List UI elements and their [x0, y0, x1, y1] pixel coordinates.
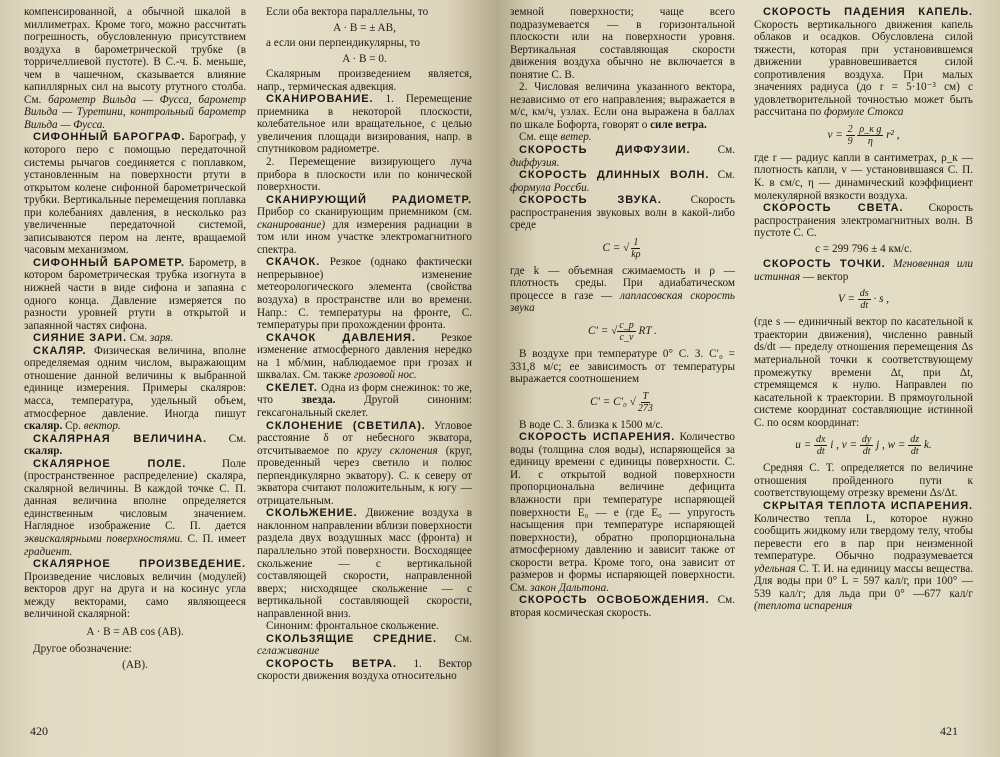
- entry-siphon-barograph: СИФОННЫЙ БАРОГРАФ. Барограф, у которого перо с помощью передаточной системы рычагов соединяется с поплавком, установленным на поверхности ртути в открытом колене сифонной барометрической трубки. Вертикальные перемещения поплавка при колебаниях давления, в несколько раз увеличенные передаточной системой, записываются пером на ленте, вращаемой часовым механизмом.: [24, 131, 246, 257]
- fraction: $\frac{T}{273}$: [637, 390, 653, 414]
- entry-pressure-jump: СКАЧОК ДАВЛЕНИЯ. Резкое изменение атмосферного давления нередко на 1 мб/мин, наблюдаемое при грозах и шквалах. См. также грозовой нос.: [257, 331, 472, 382]
- headword: СКАНИРУЮЩИЙ РАДИОМЕТР.: [266, 193, 472, 206]
- sqrt-symbol: √: [611, 325, 618, 338]
- headword: СКОРОСТЬ ТОЧКИ.: [763, 258, 886, 271]
- entry-scanning-2: 2. Перемещение визирующего луча прибора в плоскости или по конической поверхности.: [257, 156, 472, 194]
- headword: СКОРОСТЬ ОСВОБОЖДЕНИЯ.: [519, 594, 710, 607]
- entry-scalar: СКАЛЯР. Физическая величина, вполне определяемая одним числом, выражающим отношение данной величины к выбранной единице измерения. Примеры скаляров: масса, температура, удельный объем, атмосферное давление. Иногда пишут скаляр. Ср. вектор.: [24, 344, 246, 433]
- entry-aurora: СИЯНИЕ ЗАРИ. См. заря.: [33, 332, 174, 345]
- entry-skeleton: СКЕЛЕТ. Одна из форм снежинок: то же, что звезда. Другой синоним: гексагональный скелет.: [257, 381, 472, 419]
- fraction: $\frac{dz}{dt}$: [910, 434, 920, 458]
- fraction: $\frac{1}{k\rho}$: [631, 236, 641, 260]
- entry-sliding-means: СКОЛЬЗЯЩИЕ СРЕДНИЕ. См. сглаживание: [257, 632, 472, 658]
- entry-long-waves-speed: СКОРОСТЬ ДЛИННЫХ ВОЛН. См. формула Россби.: [510, 169, 735, 194]
- entry-evaporation-rate: СКОРОСТЬ ИСПАРЕНИЯ. Количество воды (толщина слоя воды), испаряющейся за единицу времени с единицы поверхности. С. И. с открытой водной поверхности пропорциональна величине дефицита влажности при температуре испаряющей поверхности E₀ — e (где E₀ — упругость насыщения при температуре испаряющей поверхности), обратно пропорциональна атмосферному давлению и зависит также от скорости ветра. Кроме того, она зависит от размеров и формы испаряющей поверхности. См. закон Дальтона.: [510, 431, 735, 594]
- cross-reference: кругу склонения: [356, 444, 438, 457]
- cross-reference: формула Россби.: [510, 181, 590, 194]
- cross-reference: диффузия.: [510, 156, 560, 169]
- entry-barograph-continuation: компенсированной, а обычной шкалой в миллиметрах. Кроме того, можно рассчитать погрешность, обусловленную присутствием воздуха в барометрической трубке (в торричеллиевой пустоте). В С.-ч. Б. меньше, чем в чашечном, сказывается влияние капиллярных сил на высоту ртутного столба. См. барометр Вильда — Фусса, барометр Вильда — Туретини, контрольный барометр Вильда — Фусса.: [24, 6, 246, 131]
- entry-scanning: СКАНИРОВАНИЕ. 1. Перемещение приемника в некоторой плоскости, колебательное или вращательное, с целью увеличения площади визирования, напр. в спутниковом радиометре.: [257, 93, 472, 156]
- cross-reference: ветер.: [560, 131, 592, 144]
- formula-light-speed: c = 299 796 ± 4 км/с.: [815, 242, 912, 255]
- fraction: $\frac{dy}{dt}$: [861, 434, 872, 458]
- sound-in-air: В воздухе при температуре 0° С. З. C′₀ = 331,8 м/с; ее зависимость от температуры выражается соотношением: [510, 348, 735, 386]
- fraction: $\frac{\text{ρ\_к g}}{\eta}$: [859, 123, 882, 147]
- entry-sliding-synonym: Синоним: фронтальное скольжение.: [266, 620, 439, 633]
- entry-sliding: СКОЛЬЖЕНИЕ. Движение воздуха в наклонном направлении вблизи поверхности раздела двух воздушных масс (фронта) и параллельно этой поверхности. Восходящее скольжение — с вертикальной составляющей скорости, направленной вверх; нисходящее скольжение — с вертикальной составляющей скорости, направленной вниз.: [257, 507, 472, 620]
- cross-reference: скаляр.: [24, 445, 63, 458]
- formula-paren-notation: (AB).: [122, 658, 148, 671]
- formula-perpendicular: A · B = 0.: [342, 52, 387, 65]
- entry-wind-speed-2: 2. Числовая величина указанного вектора, независимо от его направления; выражается в м/с, км/ч, узлах. Если она выражена в баллах по шкале Бофорта, говорят о силе ветра.: [510, 81, 735, 131]
- column-1: [24, 6, 246, 711]
- entry-escape-velocity: СКОРОСТЬ ОСВОБОЖДЕНИЯ. См. вторая космическая скорость.: [510, 594, 735, 619]
- headword: СКОРОСТЬ СВЕТА.: [763, 202, 904, 215]
- cross-reference: удельная: [754, 562, 796, 575]
- entry-scalar-product: СКАЛЯРНОЕ ПРОИЗВЕДЕНИЕ. Произведение числовых величин (модулей) векторов друг на друга и на косинус угла между векторами, само являющееся величиной скалярной:: [24, 558, 246, 621]
- headword: СКЛОНЕНИЕ (СВЕТИЛА).: [266, 419, 426, 432]
- headword: СКЕЛЕТ.: [266, 381, 318, 394]
- entry-jump: СКАЧОК. Резкое (однако фактически непрерывное) изменение метеорологического элемента (свойства воздуха) в пространстве или во времени. Напр.: С. температуры на фронте, С. температуры при прохождении фронта.: [257, 256, 472, 332]
- headword: СКОЛЬЖЕНИЕ.: [266, 507, 358, 520]
- fall-where: где r — радиус капли в сантиметрах, ρ_к — плотность капли, v — установившаяся С. П. К. в см/с, η — динамический коэффициент молекулярной вязкости воздуха.: [754, 151, 973, 202]
- sound-in-water: В воде С. З. близка к 1500 м/с.: [519, 418, 664, 431]
- column-4: [754, 6, 973, 711]
- entry-diffusion-speed: СКОРОСТЬ ДИФФУЗИИ. См. диффузия.: [510, 144, 735, 169]
- sqrt-symbol: √: [623, 241, 630, 254]
- headword: СКАЛЯРНОЕ ПОЛЕ.: [33, 457, 187, 470]
- headword: СИФОННЫЙ БАРОМЕТР.: [33, 256, 185, 269]
- entry-wind-see-also: См. еще ветер.: [519, 131, 592, 144]
- fraction: $\frac{c\_p}{c\_v}$: [619, 320, 634, 344]
- entry-wind-speed-continuation: земной поверхности; чаще всего подразумевается — в горизонтальной плоскости или на поверхности уровня. Вертикальная составляющая скорости движения воздуха обычно не включается в понятие С. В.: [510, 6, 735, 81]
- other-notation: Другое обозначение:: [33, 643, 132, 656]
- formula-velocity-components: u = $\frac{dx}{dt}$ i , v = $\frac{dy}{dt}$ j , w = $\frac{dz}{dt}$ k.: [795, 434, 932, 458]
- formula-laplace-speed: C′ = √ $\frac{c\_p}{c\_v}$ RT .: [588, 320, 657, 344]
- entry-wind-speed: СКОРОСТЬ ВЕТРА. 1. Вектор скорости движения воздуха относительно: [257, 657, 472, 683]
- fraction: $\frac{dx}{dt}$: [816, 434, 826, 458]
- cross-reference: градиент.: [24, 545, 73, 558]
- formula-stokes: v = $\frac{2}{9}$ $\frac{\text{ρ\_к g}}{\eta}$ r² ,: [827, 123, 900, 147]
- cross-reference: закон Дальтона.: [530, 581, 609, 594]
- cross-reference: заря.: [149, 332, 174, 345]
- headword: СКАЧОК.: [266, 256, 321, 269]
- entry-scalar-field: СКАЛЯРНОЕ ПОЛЕ. Поле (пространственное распределение) скаляра, скалярной величины. В каждой точке С. П. данная величина вполне определяется единственным числовым значением. Наглядное изображение С. П. дается эквискалярными поверхностями. С. П. имеет градиент.: [24, 457, 246, 558]
- headword: СИЯНИЕ ЗАРИ.: [33, 332, 127, 345]
- fraction: $\frac{2}{9}$: [847, 123, 853, 147]
- column-2: [257, 6, 472, 711]
- page-number: 421: [940, 724, 958, 738]
- cross-reference: барометр Вильда — Фусса, барометр Вильда — Туретини, контрольный барометр Вильда — Фусса.: [24, 93, 246, 131]
- headword: СКАЛЯР.: [33, 344, 87, 357]
- point-mean-velocity: Средняя С. Т. определяется по величине отношения пройденного пути к соответствующему отрезку времени Δs/Δt.: [754, 462, 973, 500]
- headword: СКАНИРОВАНИЕ.: [266, 93, 374, 106]
- page-number: 420: [30, 724, 48, 738]
- vectors-parallel-text: Если оба вектора параллельны, то: [266, 6, 429, 18]
- right-page: [496, 0, 1000, 757]
- entry-droplet-fall-speed: СКОРОСТЬ ПАДЕНИЯ КАПЕЛЬ. Скорость вертикального движения капель облаков и осадков. Обусловлена силой тяжести, которая при установившемся движении уравновешивается силой сопротивления воздуха. При малых значениях радиуса (до r = 5·10⁻³ см) с удовлетворительной точностью может быть рассчитана по формуле Стокса: [754, 6, 973, 119]
- headword: СКРЫТАЯ ТЕПЛОТА ИСПАРЕНИЯ.: [763, 499, 973, 512]
- headword: СКОРОСТЬ ДЛИННЫХ ВОЛН.: [519, 169, 710, 182]
- entry-siphon-barometer: СИФОННЫЙ БАРОМЕТР. Барометр, в котором барометрическая трубка изогнута в нижней части в виде сифона и запаяна с одного конца. Давление измеряется по разности уровней ртути в открытой и запаянной частях сифона.: [24, 256, 246, 332]
- entry-scanning-radiometer: СКАНИРУЮЩИЙ РАДИОМЕТР. Прибор со сканирующим приемником (см. сканирование) для измерения радиации в том или ином участке электромагнитного спектра.: [257, 193, 472, 256]
- headword: СКАЧОК ДАВЛЕНИЯ.: [266, 331, 416, 344]
- point-where: (где s — единичный вектор по касательной к траектории движения), численно равный ds/dt — пределу отношения перемещения Δs материальной точки к соответствующему промежутку времени Δt, при Δt, стремящемся к нулю. Направлен по касательной к траектории. В прямоугольной системе координат составляющие истинной С. по осям координат:: [754, 316, 973, 429]
- cross-reference: (теплота испарения: [754, 600, 853, 613]
- headword: СКОРОСТЬ ИСПАРЕНИЯ.: [519, 431, 676, 444]
- entry-sound-speed: СКОРОСТЬ ЗВУКА. Скорость распространения звуковых волн в какой-либо среде: [510, 194, 735, 232]
- headword: СКОРОСТЬ ДИФФУЗИИ.: [519, 144, 691, 157]
- cross-reference: формуле Стокса: [824, 106, 904, 119]
- entry-declination: СКЛОНЕНИЕ (СВЕТИЛА). Угловое расстояние δ от небесного экватора, отсчитываемое по кругу склонения (круг, проведенный через светило и полюс перпендикулярно экватору). С. к северу от экватора считают положительным, к югу — отрицательным.: [257, 419, 472, 507]
- fraction: $\frac{ds}{dt}$: [859, 288, 869, 312]
- formula-sound-speed: C = √ $\frac{1}{k\rho}$: [602, 236, 641, 260]
- headword: СКОРОСТЬ ЗВУКА.: [519, 194, 662, 207]
- cross-reference: эквискалярными поверхностями.: [24, 532, 183, 545]
- cross-reference: сглаживание: [257, 645, 320, 658]
- headword: СКАЛЯРНАЯ ВЕЛИЧИНА.: [33, 432, 207, 445]
- headword: СКАЛЯРНОЕ ПРОИЗВЕДЕНИЕ.: [33, 558, 246, 571]
- headword: СКОРОСТЬ ВЕТРА.: [266, 657, 397, 670]
- headword: СИФОННЫЙ БАРОГРАФ.: [33, 131, 186, 144]
- formula-temp-dependence: C′ = C′₀ √ $\frac{T}{273}$: [590, 390, 653, 414]
- entry-light-speed: СКОРОСТЬ СВЕТА. Скорость распространения электромагнитных волн. В пустоте С. С.: [754, 202, 973, 240]
- cross-reference: истинная: [754, 270, 801, 283]
- column-3: [510, 6, 735, 711]
- headword: СКОРОСТЬ ПАДЕНИЯ КАПЕЛЬ.: [763, 6, 973, 18]
- cross-reference: сканирование): [257, 218, 326, 231]
- cross-reference: грозовой нос.: [353, 369, 417, 382]
- formula-parallel: A · B = ± AB,: [333, 21, 396, 34]
- formula-point-velocity: V = $\frac{ds}{dt}$ · s ,: [837, 288, 890, 312]
- headword: СКОЛЬЗЯЩИЕ СРЕДНИЕ.: [266, 632, 437, 645]
- vectors-perp-text: а если они перпендикулярны, то: [266, 37, 421, 50]
- entry-point-velocity: СКОРОСТЬ ТОЧКИ. Мгновенная или истинная — вектор: [754, 258, 973, 283]
- entry-latent-heat: СКРЫТАЯ ТЕПЛОТА ИСПАРЕНИЯ. Количество тепла L, которое нужно сообщить жидкому или твердому телу, чтобы перевести его в пар при неизменной температуре. Обычно подразумевается удельная С. Т. И. на единицу массы вещества. Для воды при 0° L = 597 кал/г, при 100° — 539 кал/г; для льда при 0° —677 кал/г (теплота испарения: [754, 499, 973, 613]
- left-page: [0, 0, 496, 757]
- sound-where: где k — объемная сжимаемость и ρ — плотность среды. При адиабатическом процессе в газе — лапласовская скорость звука: [510, 264, 735, 315]
- entry-scalar-quantity: СКАЛЯРНАЯ ВЕЛИЧИНА. См. скаляр.: [24, 432, 246, 458]
- formula-dot-product: A · B = AB cos (AB).: [86, 625, 184, 638]
- cross-reference: лапласовская скорость звука: [510, 289, 735, 315]
- sqrt-symbol: √: [629, 395, 636, 408]
- scalar-product-example: Скалярным произведением является, напр., термическая адвекция.: [257, 68, 472, 93]
- cross-reference: вектор.: [83, 420, 121, 433]
